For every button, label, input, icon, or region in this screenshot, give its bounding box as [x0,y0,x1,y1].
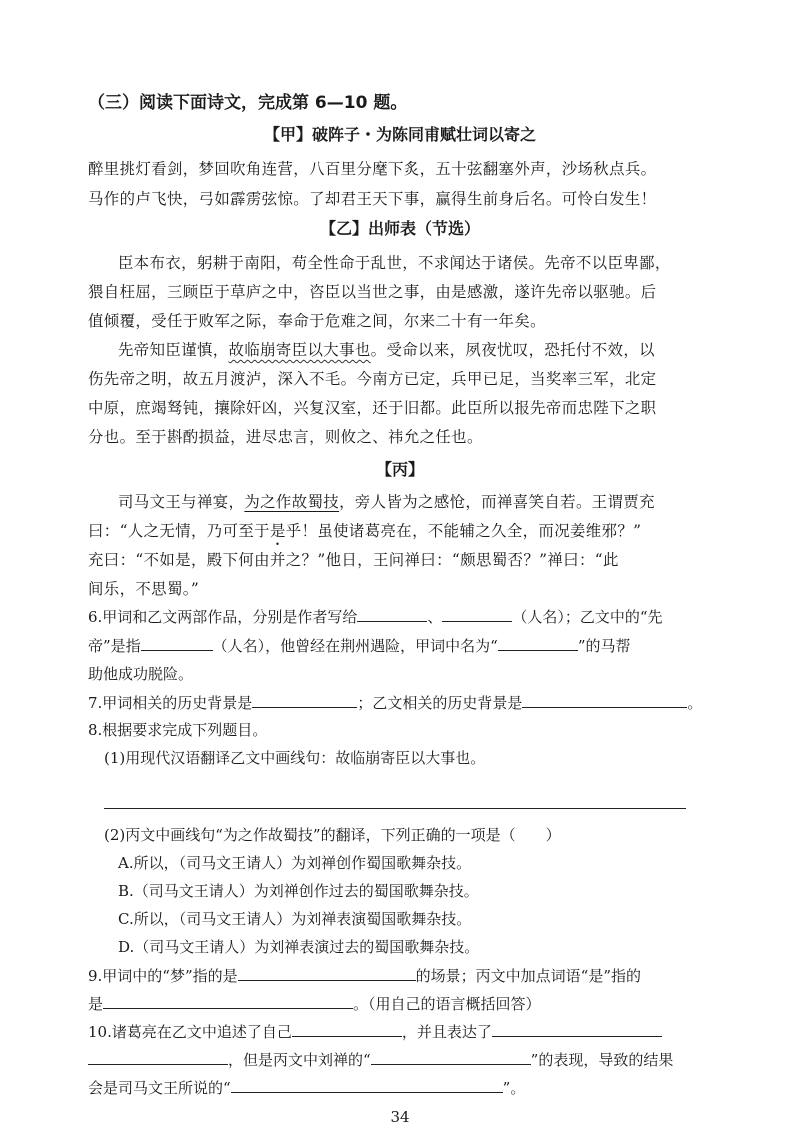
question-text: ”的表现，导致的结果 [530,1051,674,1069]
question-text: 9.甲词中的“梦”指的是 [88,967,238,985]
question-6-line-1 [88,605,663,627]
question-7 [88,691,702,713]
question-text: ，并且表达了 [401,1023,492,1041]
underlined-sentence: 为之作故蜀技 [244,493,340,511]
option-a[interactable]: A.所以，（司马文王请人）为刘禅创作蜀国歌舞杂技。 [118,854,472,872]
question-text: ，但是丙文中刘禅的“ [228,1051,371,1069]
answer-blank[interactable] [252,691,357,708]
question-text: （人名）；乙文中的“先 [512,608,663,626]
poem-line-1: 醉里挑灯看剑，梦回吹角连营，八百里分麾下炙，五十弦翻塞外声，沙场秋点兵。 [88,160,657,178]
question-8: 8.根据要求完成下列题目。 [88,721,268,739]
bing-title: 【丙】 [375,460,424,479]
question-6-line-3: 助他成功脱险。 [88,665,194,683]
prose-p1-line-3: 值倾覆，受任于败军之际，奉命于危难之间，尔来二十有一年矣。 [88,312,546,330]
answer-blank[interactable] [492,1020,662,1037]
prose-p1-line-2: 猥自枉屈，三顾臣于草庐之中，咨臣以当世之事，由是感激，遂许先帝以驱驰。后 [88,283,657,301]
answer-blank[interactable] [498,634,578,651]
answer-blank[interactable] [292,1020,402,1037]
question-text: ”的马帮 [577,637,631,655]
question-text: ”。 [502,1079,526,1097]
answer-blank[interactable] [238,964,416,981]
prose-title: 【乙】出师表（节选） [319,219,480,238]
question-text: 的场景；丙文中加点词语“是”指的 [415,967,641,985]
question-6-line-2 [88,634,631,656]
question-text: 10.诸葛亮在乙文中追述了自己 [88,1023,292,1041]
poem-line-2: 马作的卢飞快，弓如霹雳弦惊。了却君王天下事，赢得生前身后名。可怜白发生！ [88,190,657,208]
question-10-line-3 [88,1076,525,1098]
bing-text: ，旁人皆为之感怆，而禅喜笑自若。王谓贾充 [339,493,655,511]
bing-text: 乎！虽使诸葛亮在，不能辅之久全，而况姜维邪？” [285,522,642,540]
bing-line-2 [88,519,641,549]
question-text: （人名），他曾经在荆州遇险，甲词中名为“ [212,637,498,655]
answer-blank[interactable] [231,1076,503,1093]
section-title: （三）阅读下面诗文，完成第 6—10 题。 [88,93,408,113]
question-text: 7.甲词相关的历史背景是 [88,694,253,712]
answer-line[interactable] [104,808,686,809]
bing-text: 司马文王与禅宴， [118,493,245,511]
poem-title: 【甲】破阵子・为陈同甫赋壮词以寄之 [263,125,536,144]
prose-p2-line-2: 伤先帝之明，故五月渡泸，深入不毛。今南方已定，兵甲已足，当奖率三军，北定 [88,370,657,388]
question-text: ；乙文相关的历史背景是 [357,694,523,712]
prose-p2-line-1 [118,338,655,360]
answer-blank[interactable] [442,605,512,622]
question-8-1: (1)用现代汉语翻译乙文中画线句：故临崩寄臣以大事也。 [104,749,486,767]
option-b[interactable]: B.（司马文王请人）为刘禅创作过去的蜀国歌舞杂技。 [118,882,479,900]
question-text: 会是司马文王所说的“ [88,1079,231,1097]
question-8-2: (2)丙文中画线句“为之作故蜀技”的翻译，下列正确的一项是（ ） [104,826,561,844]
question-text: 。（用自己的语言概括回答） [353,995,541,1013]
option-d[interactable]: D.（司马文王请人）为刘禅表演过去的蜀国歌舞杂技。 [118,938,480,956]
question-10-line-2 [88,1048,673,1070]
question-text: 帝”是指 [88,637,141,655]
dotted-word: 是 [269,522,286,540]
bing-text: 曰：“人之无情，乃可至于 [88,522,270,540]
option-c[interactable]: C.所以，（司马文王请人）为刘禅表演蜀国歌舞杂技。 [118,910,472,928]
bing-line-3: 充曰：“不如是，殿下何由并之？”他日，王问禅曰：“颇思蜀否？”禅曰：“此 [88,551,619,569]
answer-blank[interactable] [522,691,687,708]
prose-text: 先帝知臣谨慎， [118,341,229,359]
prose-text: 。受命以来，夙夜忧叹，恐托付不效，以 [370,341,655,359]
answer-blank[interactable] [141,634,213,651]
question-9-line-1 [88,964,641,986]
answer-blank[interactable] [371,1048,531,1065]
question-10-line-1 [88,1020,662,1042]
prose-p1-line-1: 臣本布衣，躬耕于南阳，苟全性命于乱世，不求闻达于诸侯。先帝不以臣卑鄙， [118,254,671,272]
question-text: 是 [88,995,104,1013]
prose-p2-line-4: 分也。至于斟酌损益，进尽忠言，则攸之、祎允之任也。 [88,428,483,446]
page-number: 34 [390,1108,410,1126]
question-text: 6.甲词和乙文两部作品，分别是作者写给 [88,608,358,626]
answer-blank[interactable] [103,992,353,1009]
answer-blank[interactable] [357,605,427,622]
question-9-line-2 [88,992,541,1014]
prose-p2-line-3: 中原，庶竭驽钝，攘除奸凶，兴复汉室，还于旧都。此臣所以报先帝而忠陛下之职 [88,399,657,417]
question-text: 、 [427,608,443,626]
question-text: 。 [687,694,703,712]
answer-blank[interactable] [88,1048,228,1065]
bing-line-1 [118,490,655,512]
bing-line-4: 间乐，不思蜀。” [88,580,200,598]
wavy-underlined-sentence: 故临崩寄臣以大事也 [228,341,371,359]
